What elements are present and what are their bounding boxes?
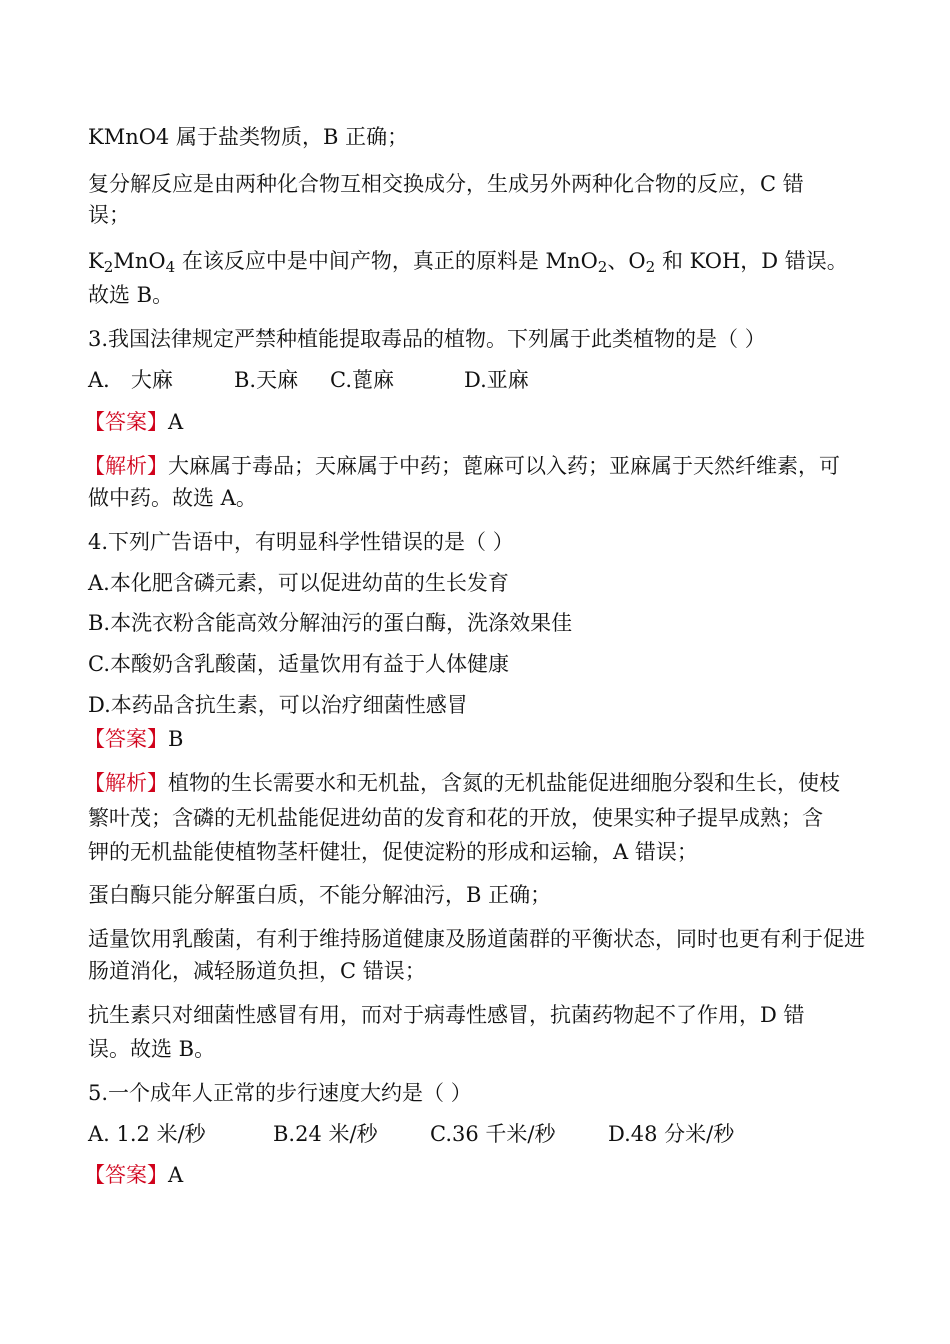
analysis-text-line: $K_2MnO_4$ 在该反应中是中间产物，真正的原料是 MnO$_2$、$O_2$ 和 KOH，D 错误。: [88, 249, 848, 276]
question-4-option-a: A.本化肥含磷元素，可以促进幼苗的生长发育: [88, 571, 509, 595]
option-c: C.36 千米/秒: [430, 1122, 556, 1146]
analysis-text-line: 复分解反应是由两种化合物互相交换成分，生成另外两种化合物的反应，C 错: [88, 172, 804, 196]
analysis-text-line: 故选 B。: [88, 283, 174, 307]
analysis-text-line: 误；: [88, 203, 130, 227]
question-3-analysis-line: 做中药。故选 A。: [88, 486, 257, 510]
option-b: B.24 米/秒: [273, 1122, 378, 1146]
option-d: D.亚麻: [464, 368, 529, 392]
question-4-option-b: B.本洗衣粉含能高效分解油污的蛋白酶，洗涤效果佳: [88, 611, 573, 635]
answer-tag: 【答案】: [84, 727, 168, 751]
question-4-analysis-line: 适量饮用乳酸菌，有利于维持肠道健康及肠道菌群的平衡状态，同时也更有利于促进: [88, 927, 865, 951]
question-5-answer: [84, 1160, 868, 1191]
question-4-analysis-line: 肠道消化，减轻肠道负担，C 错误；: [88, 959, 426, 983]
question-4-answer: [84, 724, 868, 755]
question-4-stem: 4.下列广告语中，有明显科学性错误的是（ ）: [88, 530, 514, 554]
option-a: A. 1.2 米/秒: [88, 1122, 206, 1146]
answer-value: A: [168, 1163, 184, 1187]
option-b: B.天麻: [234, 368, 299, 392]
option-a: A． 大麻: [88, 368, 173, 392]
option-d: D.48 分米/秒: [608, 1122, 735, 1146]
answer-tag: 【答案】: [84, 410, 168, 434]
question-5-stem: 5.一个成年人正常的步行速度大约是（ ）: [88, 1081, 472, 1105]
question-4-analysis-line: 蛋白酶只能分解蛋白质，不能分解油污，B 正确；: [88, 883, 552, 907]
analysis-text-line: KMnO4 属于盐类物质，B 正确；: [88, 125, 409, 149]
analysis-tag: 【解析】: [84, 454, 168, 478]
question-3-answer: [84, 407, 868, 438]
question-4-option-c: C.本酸奶含乳酸菌，适量饮用有益于人体健康: [88, 652, 509, 676]
question-4-analysis-line: 抗生素只对细菌性感冒有用，而对于病毒性感冒，抗菌药物起不了作用，D 错: [88, 1003, 805, 1027]
question-4-analysis-line: 误。故选 B。: [88, 1037, 216, 1061]
question-3-analysis: 【解析】大麻属于毒品；天麻属于中药；蓖麻可以入药；亚麻属于天然纤维素，可: [84, 454, 840, 478]
answer-tag: 【答案】: [84, 1163, 168, 1187]
question-4-option-d: D.本药品含抗生素，可以治疗细菌性感冒: [88, 693, 468, 717]
answer-value: B: [168, 727, 184, 751]
analysis-tag: 【解析】: [84, 771, 168, 795]
question-4-analysis-line: 繁叶茂；含磷的无机盐能促进幼苗的发育和花的开放，使果实种子提早成熟；含: [88, 806, 823, 830]
answer-value: A: [168, 410, 184, 434]
question-4-analysis-line: 钾的无机盐能使植物茎杆健壮，促使淀粉的形成和运输，A 错误；: [88, 840, 698, 864]
question-4-analysis: 【解析】植物的生长需要水和无机盐，含氮的无机盐能促进细胞分裂和生长，使枝: [84, 771, 840, 795]
question-3-stem: 3.我国法律规定严禁种植能提取毒品的植物。下列属于此类植物的是（ ）: [88, 327, 766, 351]
option-c: C.蓖麻: [330, 368, 394, 392]
